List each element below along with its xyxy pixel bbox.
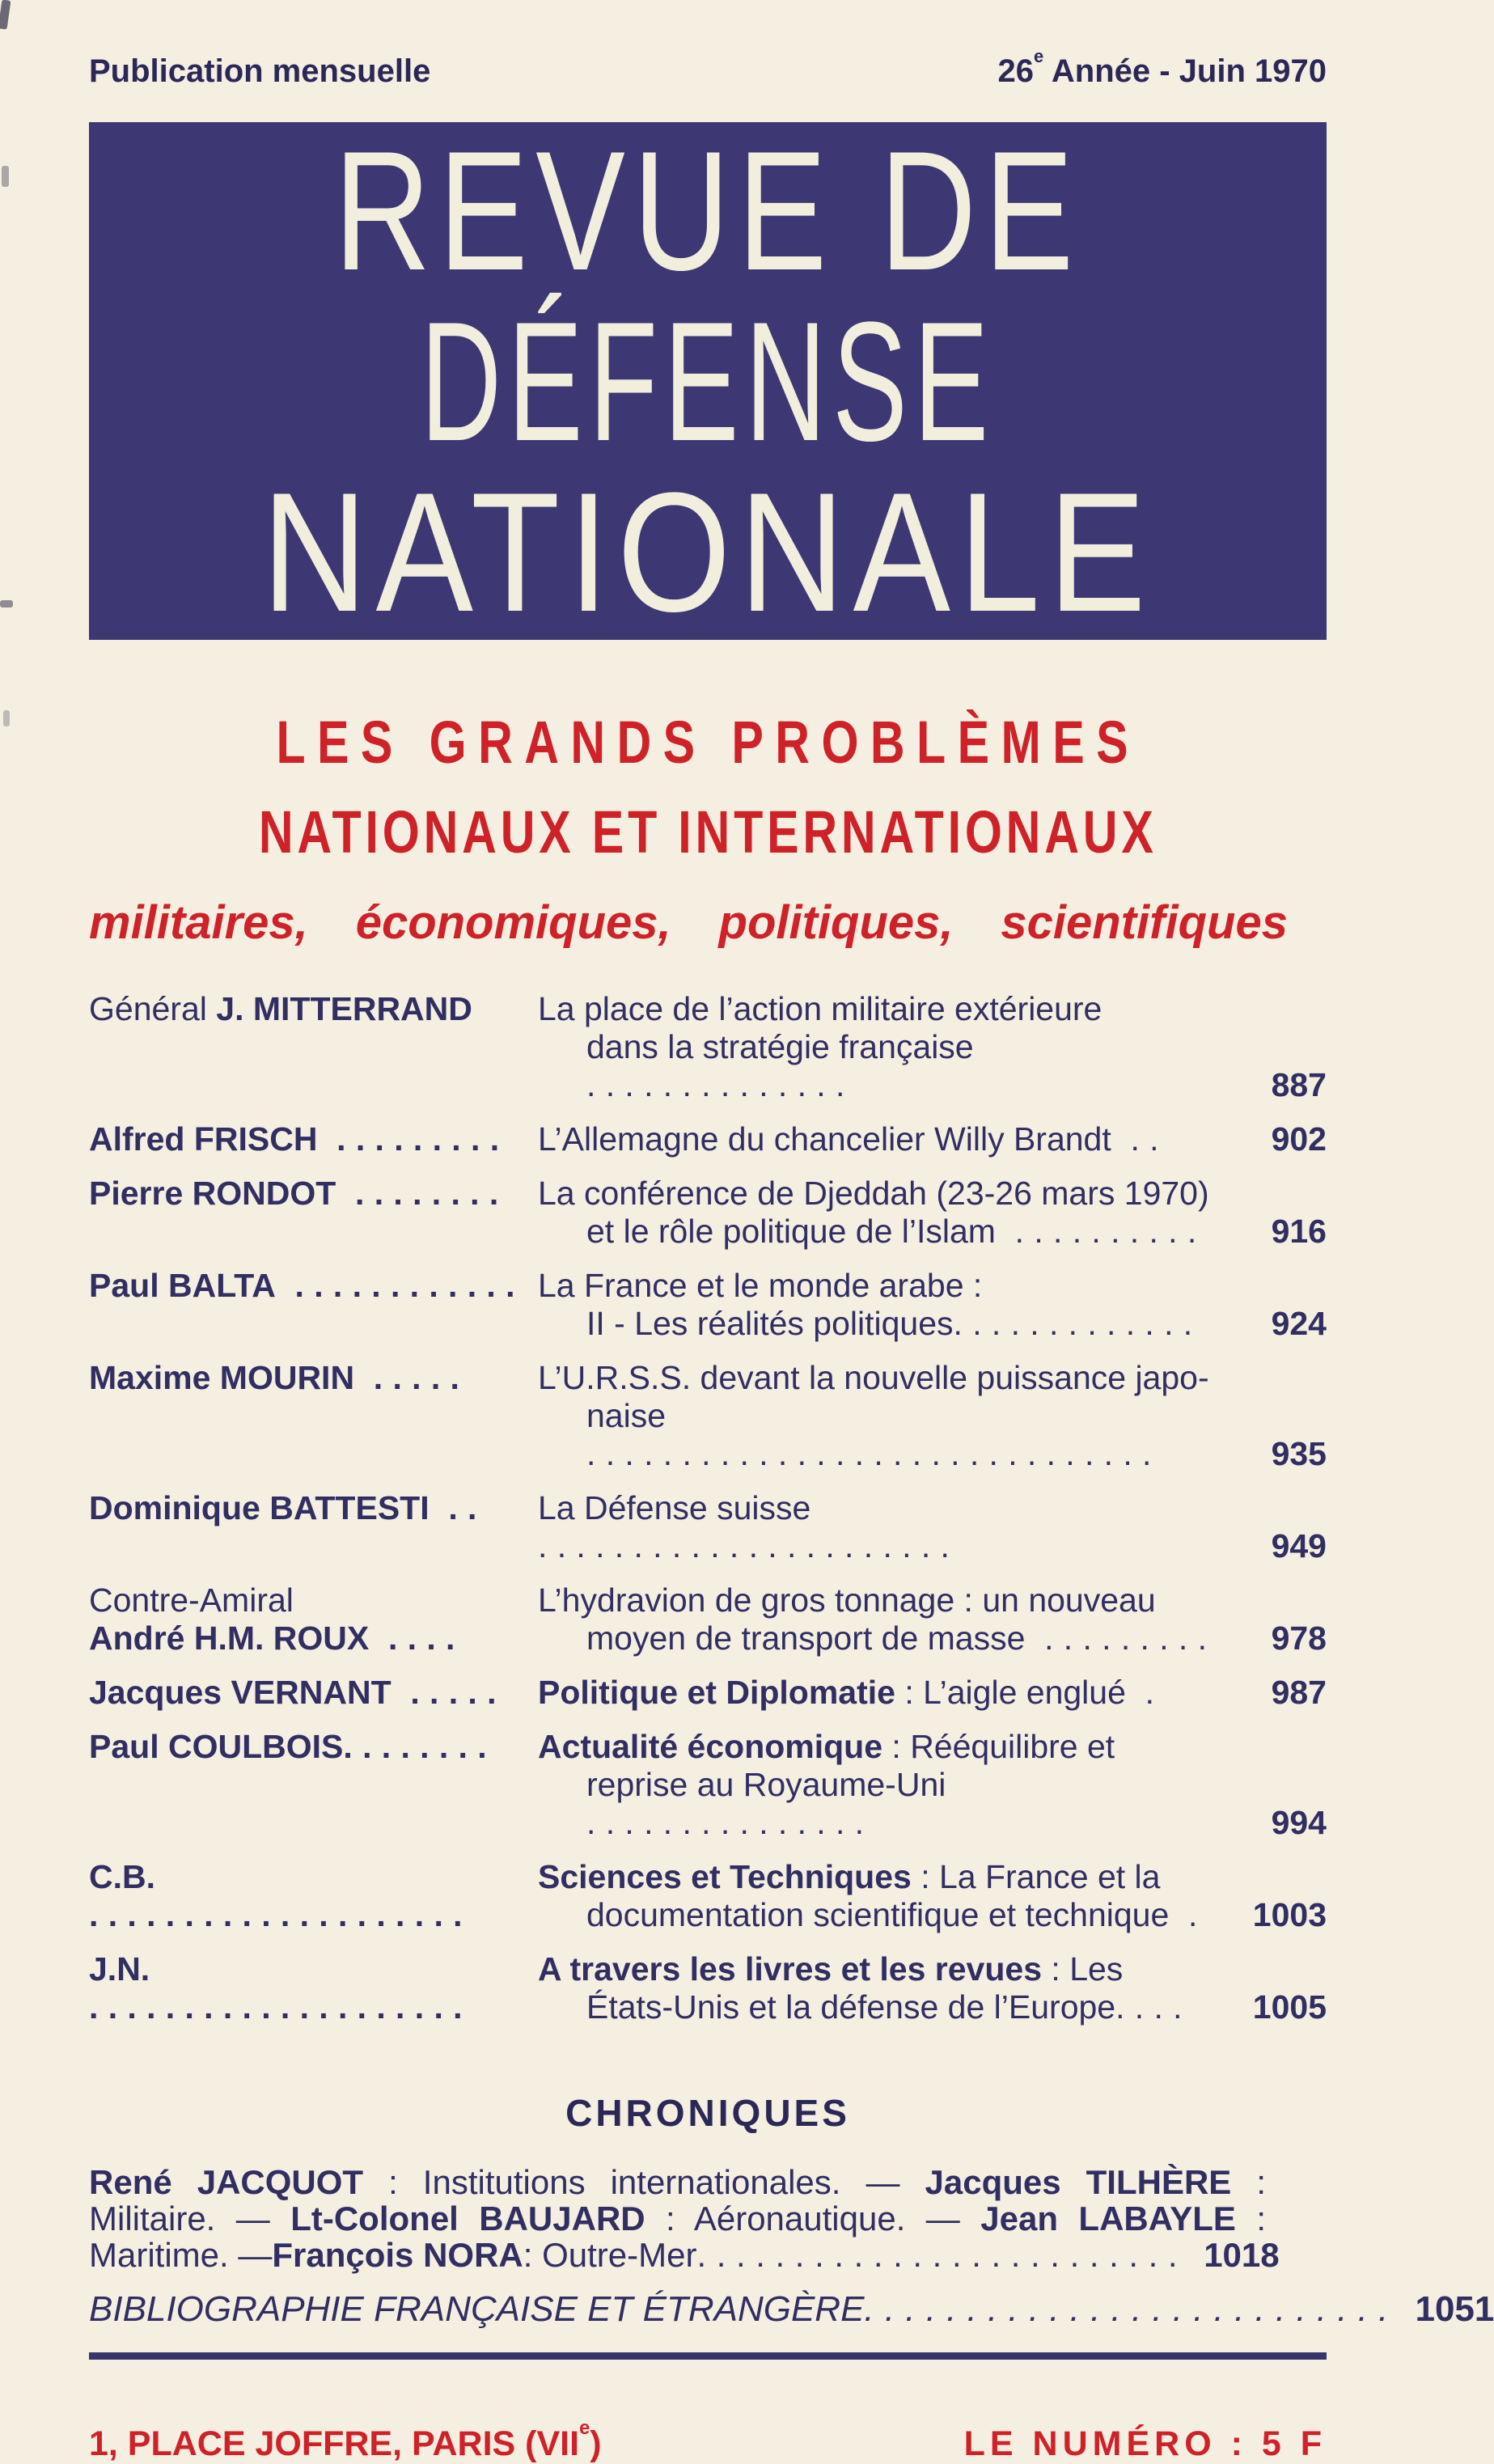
toc-author: J.N. .................... bbox=[89, 1950, 472, 2026]
toc-author: Dominique BATTESTI .. bbox=[89, 1489, 487, 1526]
toc-title: La France et le monde arabe : II - Les réalités politiques............. bbox=[538, 1267, 1203, 1342]
toc-page-number: 887 bbox=[1271, 1066, 1327, 1103]
toc-page-number: 949 bbox=[1271, 1527, 1327, 1564]
toc-title: A travers les livres et les revues : Les États-Unis et la défense de l’Europe.... bbox=[538, 1950, 1192, 2026]
publication-frequency: Publication mensuelle bbox=[89, 53, 431, 89]
table-of-contents bbox=[89, 990, 1327, 2026]
subtitle-word: politiques, bbox=[718, 896, 954, 949]
theme-heading-wrap bbox=[89, 640, 1327, 777]
footer-divider-rule bbox=[89, 2352, 1327, 2360]
theme-heading-wrap bbox=[89, 777, 1327, 866]
toc-title: L’hydravion de gros tonnage : un nouveau moyen de transport de masse ......... bbox=[538, 1581, 1217, 1657]
toc-page-number: 902 bbox=[1271, 1120, 1327, 1158]
bibliography-row: BIBLIOGRAPHIE FRANÇAISE ET ÉTRANGÈRE .......................... 1051 bbox=[89, 2289, 1494, 2329]
toc-row bbox=[89, 1858, 1327, 1934]
masthead-line-1: REVUE DE bbox=[334, 115, 1081, 306]
issue-price: LE NUMÉRO : 5 F bbox=[963, 2424, 1327, 2463]
chroniques-line: René JACQUOT : Institutions internationales. — Jacques TILHÈRE : bbox=[89, 2163, 1266, 2201]
toc-title: La place de l’action militaire extérieure dans la stratégie française .............. bbox=[538, 990, 1103, 1103]
top-header bbox=[89, 0, 1327, 90]
toc-author: Pierre RONDOT ........ bbox=[89, 1175, 509, 1212]
bibliography-page-number: 1051 bbox=[1415, 2289, 1494, 2329]
toc-title: La conférence de Djeddah (23-26 mars 1970) et le rôle politique de l’Islam .......... bbox=[538, 1175, 1209, 1250]
toc-row bbox=[89, 1120, 1327, 1158]
toc-title: Actualité économique : Rééquilibre et reprise au Royaume-Uni ............... bbox=[538, 1728, 1115, 1841]
chroniques-line: Militaire. — Lt-Colonel BAUJARD : Aéronautique. — Jean LABAYLE : bbox=[89, 2199, 1266, 2237]
toc-page-number: 994 bbox=[1271, 1804, 1327, 1841]
toc-row bbox=[89, 1674, 1327, 1712]
chroniques-page-number: 1018 bbox=[1204, 2236, 1280, 2274]
theme-heading-line-1: LES GRANDS PROBLÈMES bbox=[276, 709, 1140, 776]
toc-row bbox=[89, 1267, 1327, 1343]
toc-author: Paul BALTA ............ bbox=[89, 1267, 525, 1304]
theme-heading-line-2: NATIONAUX ET INTERNATIONAUX bbox=[258, 798, 1158, 866]
masthead bbox=[89, 115, 1327, 647]
toc-row bbox=[89, 1581, 1327, 1657]
toc-page-number: 987 bbox=[1271, 1674, 1327, 1711]
chroniques-heading: CHRONIQUES bbox=[565, 2092, 850, 2134]
toc-author: Paul COULBOIS........ bbox=[89, 1728, 497, 1765]
toc-title: Politique et Diplomatie : L’aigle englué . bbox=[538, 1674, 1165, 1711]
toc-row bbox=[89, 1489, 1327, 1565]
toc-row bbox=[89, 990, 1327, 1104]
chroniques-line: Maritime. — François NORA : Outre-Mer ......................... 1018 bbox=[89, 2236, 1280, 2274]
masthead-line-2: DÉFENSE bbox=[420, 286, 996, 476]
toc-page-number: 1005 bbox=[1252, 1988, 1327, 2026]
toc-author: Général J. MITTERRAND bbox=[89, 990, 472, 1027]
footer bbox=[89, 2418, 1327, 2464]
toc-title: La Défense suisse ...................... bbox=[538, 1489, 960, 1564]
masthead-line-3: NATIONALE bbox=[261, 456, 1154, 647]
subtitle-word: économiques, bbox=[355, 896, 671, 949]
bibliography-label: BIBLIOGRAPHIE FRANÇAISE ET ÉTRANGÈRE bbox=[89, 2289, 865, 2329]
toc-page-number: 924 bbox=[1271, 1305, 1327, 1342]
toc-author: Alfred FRISCH ......... bbox=[89, 1120, 510, 1158]
scan-artifact bbox=[3, 710, 10, 726]
toc-row bbox=[89, 1175, 1327, 1251]
toc-author: C.B. .................... bbox=[89, 1858, 472, 1933]
toc-row bbox=[89, 1728, 1327, 1842]
scan-artifact bbox=[0, 600, 13, 608]
arrondissement-sup: e bbox=[579, 2418, 590, 2440]
scan-artifact bbox=[2, 166, 9, 187]
toc-author: Jacques VERNANT ..... bbox=[89, 1674, 506, 1711]
issue-date: 26e Année - Juin 1970 bbox=[997, 45, 1327, 89]
toc-row bbox=[89, 1359, 1327, 1473]
toc-page-number: 978 bbox=[1271, 1619, 1327, 1657]
chroniques-paragraph bbox=[89, 2164, 1327, 2273]
toc-title: L’U.R.S.S. devant la nouvelle puissance japo- naise .............................. bbox=[538, 1359, 1209, 1472]
toc-title: Sciences et Techniques : La France et la documentation scientifique et technique . bbox=[538, 1858, 1208, 1933]
toc-author: Contre-Amiral André H.M. ROUX .... bbox=[89, 1581, 465, 1657]
toc-row bbox=[89, 1950, 1327, 2026]
ordinal-sup: e bbox=[1034, 45, 1044, 66]
toc-title: L’Allemagne du chancelier Willy Brandt .. bbox=[538, 1120, 1169, 1158]
scan-artifact bbox=[0, 0, 11, 30]
toc-page-number: 1003 bbox=[1252, 1896, 1327, 1933]
publisher-address: 1, PLACE JOFFRE, PARIS (VIIe) bbox=[89, 2418, 602, 2463]
toc-page-number: 916 bbox=[1271, 1213, 1327, 1250]
toc-page-number: 935 bbox=[1271, 1435, 1327, 1472]
subtitle-word: scientifiques bbox=[1001, 896, 1288, 949]
subtitle-topics bbox=[89, 895, 1327, 950]
subtitle-word: militaires, bbox=[89, 896, 308, 949]
toc-author: Maxime MOURIN ..... bbox=[89, 1359, 470, 1396]
